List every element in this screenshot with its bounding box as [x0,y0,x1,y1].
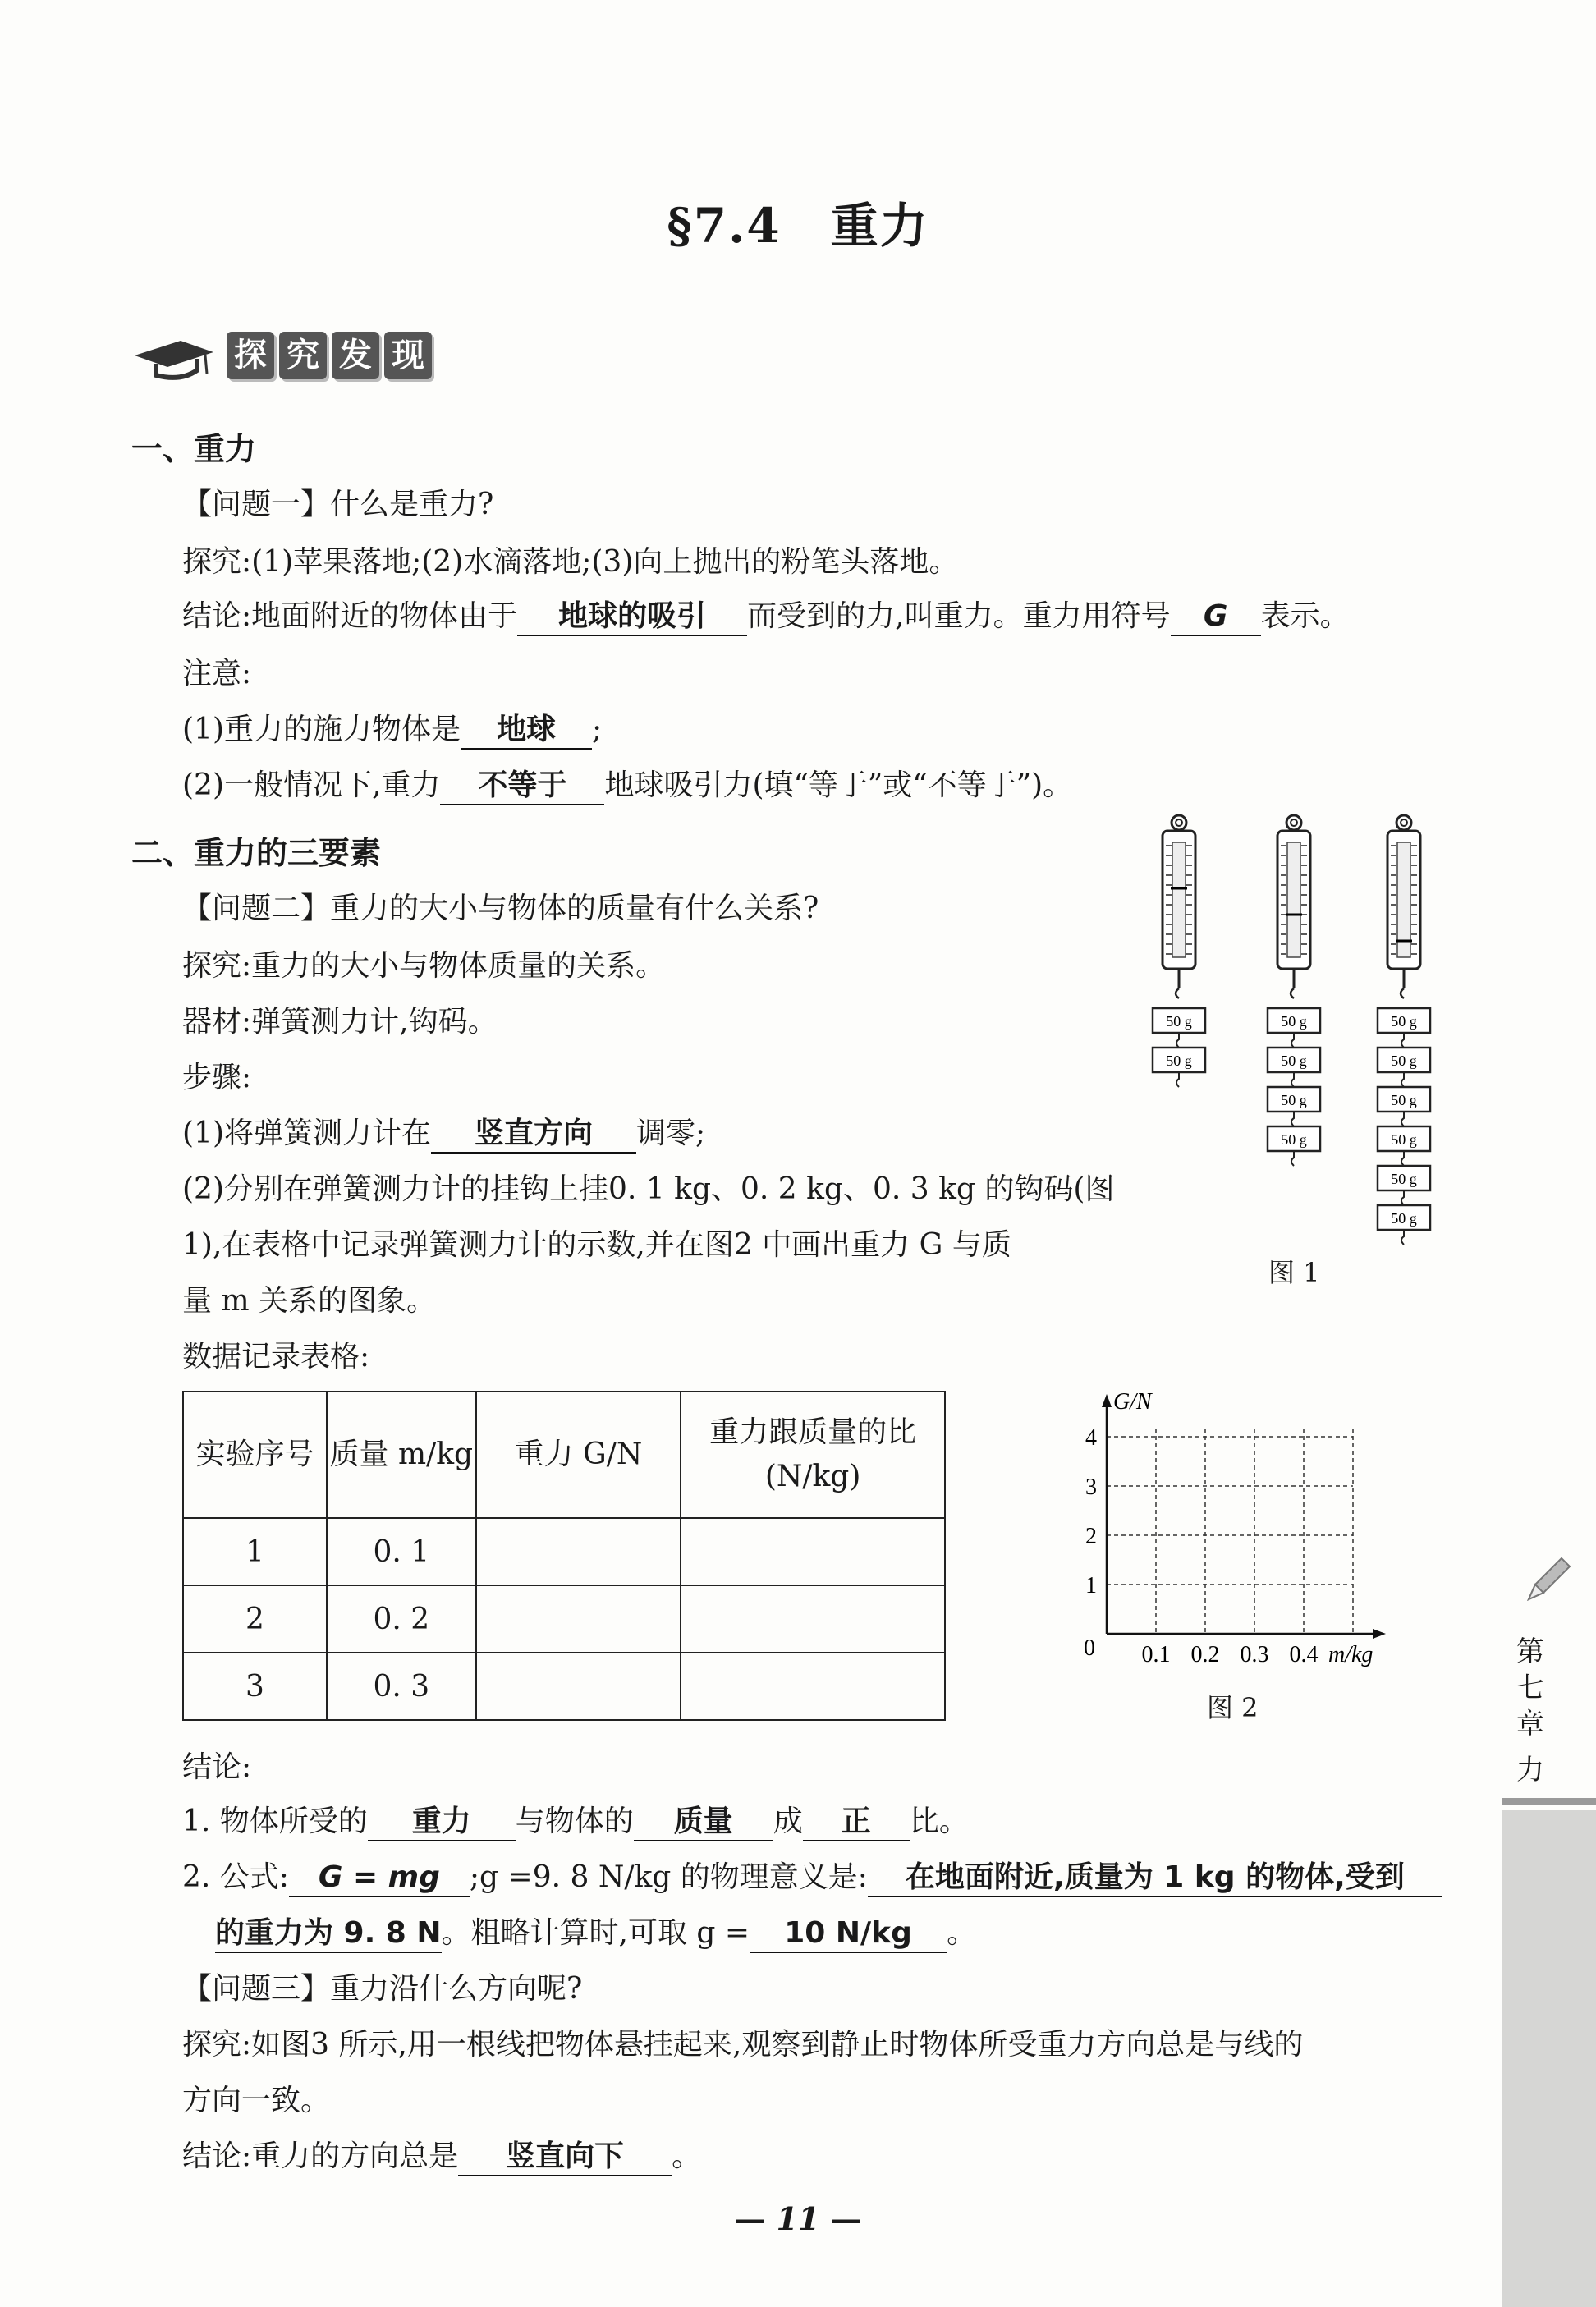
answer-blank: 在地面附近,质量为 1 kg 的物体,受到 [868,1860,1442,1897]
text: 1. 物体所受的 [182,1805,368,1838]
weight-hook [1401,1190,1404,1205]
y-tick-label: 2 [1085,1524,1097,1549]
text: 结论:地面附近的物体由于 [182,599,518,633]
table-cell[interactable] [681,1585,945,1653]
badge-char: 探 [227,332,274,379]
origin-label: 0 [1084,1635,1095,1661]
answer-blank: G [1171,599,1261,636]
text: 成 [773,1805,803,1838]
scale-ring [1286,815,1301,830]
figure-1-caption: 图 1 [1268,1257,1320,1288]
spring-scale [1378,815,1430,1245]
steps-label: 步骤: [182,1061,252,1094]
answer-blank: G = mg [289,1860,470,1897]
table-cell[interactable] [681,1518,945,1585]
badge-char: 发 [332,332,379,379]
table-cell: 1 [183,1518,327,1585]
scale-hook [1291,988,1294,998]
explore-1: 探究:(1)苹果落地;(2)水滴落地;(3)向上抛出的粉笔头落地。 [182,545,959,579]
table-row [183,1518,945,1585]
side-tab-char: 第 [1516,1635,1544,1668]
answer-blank: 质量 [634,1804,773,1841]
answer-blank: 地球 [461,712,592,750]
y-axis-label: G/N [1113,1389,1152,1415]
text: 与物体的 [515,1805,634,1838]
table-cell: 2 [183,1585,327,1653]
table-row [183,1585,945,1653]
answer-blank: 10 N/kg [750,1915,947,1953]
text: 表示。 [1260,599,1350,633]
weight-label: 50 g [1391,1131,1417,1148]
conclusion-item-2 [182,1857,1442,1898]
table-cell: 3 [183,1653,327,1720]
text: 。 [947,1916,977,1950]
answer-blank: 竖直方向 [431,1116,636,1154]
page-title: §7.4 重力 [667,198,929,254]
answer-blank: 竖直向下 [458,2139,672,2176]
x-tick-label: 0.3 [1240,1642,1269,1667]
table-cell[interactable] [476,1585,681,1653]
weight-label: 50 g [1166,1053,1192,1069]
figure-2 [1067,1387,1412,1667]
note-label: 注意: [182,657,252,690]
table-header: 质量 m/kg [327,1392,476,1518]
text: 比。 [909,1805,969,1838]
scale-hook [1401,988,1404,998]
table-label: 数据记录表格: [182,1340,370,1374]
question-1: 【问题一】什么是重力? [182,488,494,521]
conclusion-1 [182,596,1350,637]
scale-ring-inner [1291,819,1297,826]
side-tab-chapter [1507,1634,1553,1788]
table-row [183,1653,945,1720]
text: 调零; [636,1117,706,1150]
section2-heading: 二、重力的三要素 [131,835,382,871]
step-2-line3: 量 m 关系的图象。 [182,1284,437,1318]
explore-2: 探究:重力的大小与物体质量的关系。 [182,949,666,983]
question-3: 【问题三】重力沿什么方向呢? [182,1972,583,2006]
scale-slot [1287,842,1300,957]
table-header: 重力跟质量的比(N/kg) [681,1392,945,1518]
answer-blank: 的重力为 9. 8 N [215,1915,442,1953]
weight-hook [1401,1230,1404,1245]
text: ;g =9. 8 N/kg 的物理意义是: [469,1860,868,1894]
weight-label: 50 g [1281,1092,1307,1108]
page-number: — 11 — [734,2200,862,2237]
weight-hook [1291,1151,1294,1166]
answer-blank: 正 [803,1804,910,1841]
table-header: 重力 G/N [476,1392,681,1518]
answer-blank: 不等于 [440,768,604,805]
weight-label: 50 g [1281,1013,1307,1030]
x-tick-label: 0.4 [1289,1642,1319,1667]
weight-label: 50 g [1391,1013,1417,1030]
scale-ring-inner [1176,819,1182,826]
weight-hook [1401,1151,1404,1166]
explore-3-line2: 方向一致。 [182,2084,331,2117]
scale-ring [1396,815,1411,830]
figure-2-caption: 图 2 [1207,1692,1259,1723]
weight-hook [1176,1072,1179,1087]
side-tab-char: 七 [1516,1672,1544,1704]
text: ; [592,713,603,746]
text: 结论:重力的方向总是 [182,2140,459,2173]
section1-heading: 一、重力 [131,431,257,467]
conclusion-3 [182,2136,701,2177]
text: 地球吸引力(填“等于”或“不等于”)。 [604,768,1073,802]
scale-hook [1176,988,1179,998]
y-axis-arrow [1102,1394,1112,1407]
text: (1)重力的施力物体是 [182,713,461,746]
note-2 [182,765,1072,806]
side-tab-bar [1502,1798,1596,1805]
text: (2)一般情况下,重力 [182,768,441,802]
weight-label: 50 g [1391,1092,1417,1108]
weight-label: 50 g [1391,1210,1417,1227]
scale-slot [1172,842,1186,957]
g-m-graph [1067,1387,1412,1667]
y-tick-label: 1 [1085,1573,1097,1598]
table-header: 实验序号 [183,1392,327,1518]
table-cell[interactable] [476,1518,681,1585]
weight-hook [1401,1112,1404,1126]
weight-hook [1401,1033,1404,1048]
weight-hook [1291,1033,1294,1048]
figure-1 [1133,813,1478,1256]
table-cell: 0. 2 [327,1585,476,1653]
answer-blank: 重力 [368,1804,516,1841]
step-2-line1: (2)分别在弹簧测力计的挂钩上挂0. 1 kg、0. 2 kg、0. 3 kg 的钩码(图 [182,1172,1115,1206]
x-tick-label: 0.1 [1141,1642,1171,1667]
weight-label: 50 g [1281,1053,1307,1069]
step-1 [182,1113,705,1154]
text: 。粗略计算时,可取 g = [441,1916,750,1950]
weight-label: 50 g [1166,1013,1192,1030]
conclusion-label: 结论: [182,1750,252,1784]
table-cell: 0. 1 [327,1518,476,1585]
pencil-icon [1519,1552,1576,1612]
text: 而受到的力,叫重力。重力用符号 [747,599,1171,633]
badge-char: 现 [384,332,432,379]
weight-hook [1176,1033,1179,1048]
conclusion-item-1 [182,1801,969,1842]
table-cell[interactable] [476,1653,681,1720]
note-1 [182,709,602,750]
step-2-line2: 1),在表格中记录弹簧测力计的示数,并在图2 中画出重力 G 与质 [182,1228,1011,1262]
x-axis-arrow [1373,1629,1386,1639]
text: 2. 公式: [182,1860,289,1894]
x-axis-label: m/kg [1328,1642,1374,1667]
mortarboard-icon [131,331,217,380]
scale-ring [1172,815,1186,830]
y-tick-label: 4 [1085,1425,1097,1451]
y-tick-label: 3 [1085,1475,1097,1500]
weight-label: 50 g [1391,1053,1417,1069]
spring-scale [1153,815,1205,1087]
weight-hook [1401,1072,1404,1087]
weight-hook [1291,1112,1294,1126]
spring-scales-diagram [1133,813,1478,1256]
section-badge [131,327,437,384]
spring-scale [1268,815,1320,1166]
badge-char: 究 [279,332,327,379]
x-tick-label: 0.2 [1190,1642,1220,1667]
conclusion-item-2-cont [215,1913,976,1954]
equipment: 器材:弹簧测力计,钩码。 [182,1005,498,1039]
text: (1)将弹簧测力计在 [182,1117,431,1150]
question-2: 【问题二】重力的大小与物体的质量有什么关系? [182,892,819,925]
scale-ring-inner [1401,819,1407,826]
explore-3-line1: 探究:如图3 所示,用一根线把物体悬挂起来,观察到静止时物体所受重力方向总是与线的 [182,2028,1304,2062]
table-cell: 0. 3 [327,1653,476,1720]
text: 。 [672,2140,702,2173]
weight-label: 50 g [1391,1171,1417,1187]
side-tab-char: 章 [1516,1708,1544,1741]
weight-label: 50 g [1281,1131,1307,1148]
weight-hook [1291,1072,1294,1087]
table-header-row [183,1392,945,1518]
table-cell[interactable] [681,1653,945,1720]
answer-blank: 地球的吸引 [517,599,747,636]
data-table [182,1391,946,1721]
side-tab-topic: 力 [1516,1754,1544,1786]
